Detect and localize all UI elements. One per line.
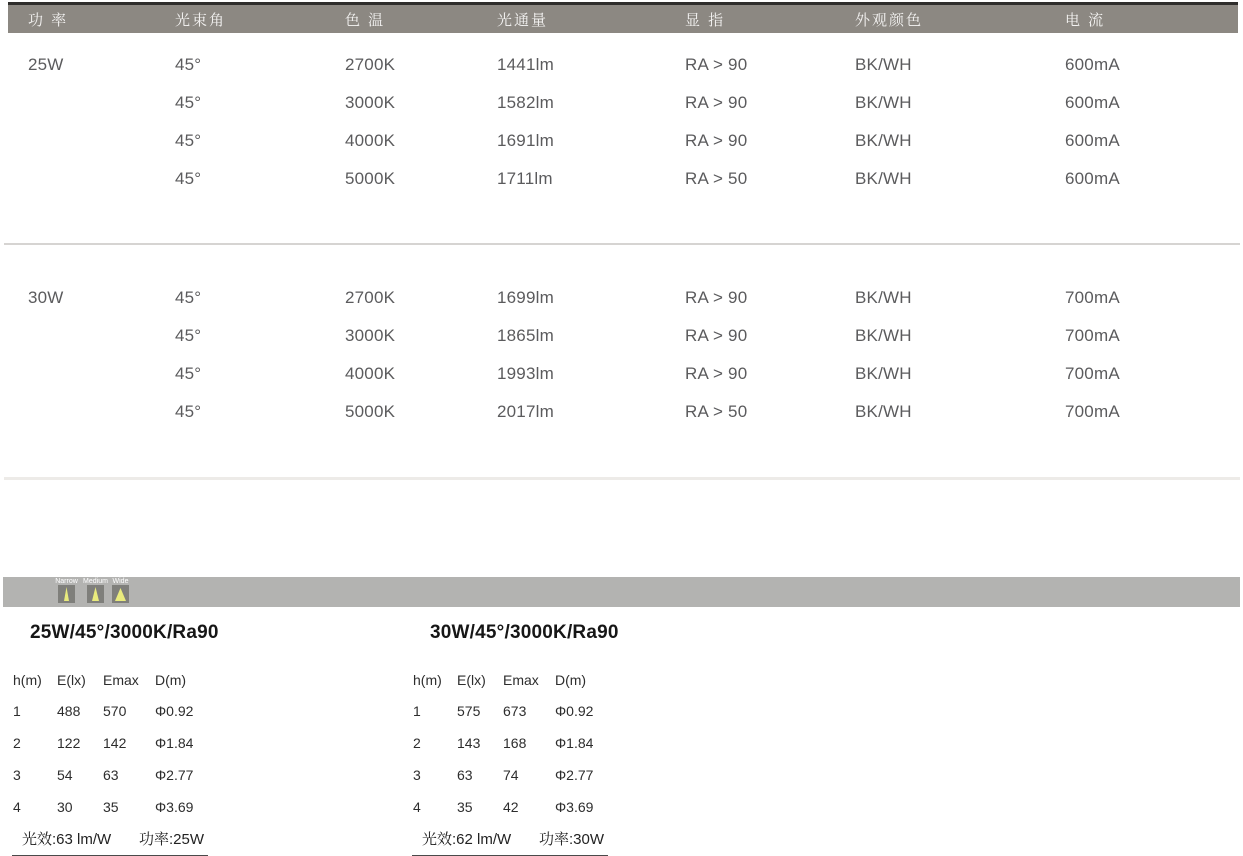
cell-finish: BK/WH [855,288,912,307]
pt-col-h: h(m) [13,672,42,688]
pt-col-e: E(lx) [457,672,486,688]
cell-finish: BK/WH [855,55,912,74]
table-row [8,93,1238,113]
beam-legend-narrow [55,577,78,607]
photometric-table-30w [400,622,800,856]
col-header-cct: 色 温 [345,11,386,29]
cell-cct: 4000K [345,364,396,383]
photometric-title: 25W/45°/3000K/Ra90 [30,622,219,643]
col-header-finish: 外观颜色 [855,11,924,29]
cell-cri: RA > 50 [685,169,748,188]
cell-flux: 1993lm [497,364,554,383]
photometric-title: 30W/45°/3000K/Ra90 [430,622,619,643]
cell-beam: 45° [175,288,202,307]
narrow-beam-icon [58,585,75,603]
cell-beam: 45° [175,326,202,345]
table-row: 4 30 35 Φ3.69 [13,799,194,815]
cell-cct: 2700K [345,55,396,74]
photometric-table-25w [0,622,400,856]
cell-flux: 1441lm [497,55,554,74]
beam-label-wide: Wide [112,578,129,585]
cell-current: 600mA [1065,93,1120,112]
table-row: 3 54 63 Φ2.77 [13,767,194,783]
pt-col-h: h(m) [413,672,442,688]
cell-finish: BK/WH [855,364,912,383]
cell-current: 700mA [1065,326,1120,345]
cell-finish: BK/WH [855,402,912,421]
beam-label-medium: Medium [83,578,108,585]
cell-finish: BK/WH [855,93,912,112]
cell-flux: 1582lm [497,93,554,112]
cell-flux: 1699lm [497,288,554,307]
cell-beam: 45° [175,93,202,112]
cell-current: 600mA [1065,55,1120,74]
pt-col-d: D(m) [155,672,187,688]
cell-current: 600mA [1065,169,1120,188]
col-header-cri: 显 指 [685,11,726,29]
cell-cct: 3000K [345,326,396,345]
power-value: 功率:25W [138,831,204,848]
table-row [8,288,1238,308]
cell-cct: 5000K [345,402,396,421]
efficacy-value: 光效:62 lm/W [422,831,512,848]
table-row [8,326,1238,346]
pt-col-e: E(lx) [57,672,86,688]
cell-cri: RA > 50 [685,402,748,421]
beam-legend-wide [112,577,129,607]
table-row [8,402,1238,422]
table-row [8,55,1238,75]
table-row: 3 63 74 Φ2.77 [413,767,594,783]
cell-beam: 45° [175,364,202,383]
col-header-power: 功 率 [28,11,69,29]
cell-cct: 3000K [345,93,396,112]
cell-cri: RA > 90 [685,288,748,307]
cell-current: 700mA [1065,364,1120,383]
section-divider [4,243,1240,245]
cell-cri: RA > 90 [685,131,748,150]
table-row: 2 122 142 Φ1.84 [13,735,194,751]
table-row: 2 143 168 Φ1.84 [413,735,594,751]
spec-table-header [8,2,1238,33]
table-row [8,169,1238,189]
pt-col-d: D(m) [555,672,587,688]
beam-legend-medium [83,577,108,607]
pt-col-emax: Emax [503,672,539,688]
cell-current: 700mA [1065,288,1120,307]
cell-cri: RA > 90 [685,93,748,112]
cell-current: 700mA [1065,402,1120,421]
col-header-flux: 光通量 [497,11,549,29]
table-row: 1 488 570 Φ0.92 [13,703,194,719]
cell-cri: RA > 90 [685,55,748,74]
cell-beam: 45° [175,402,202,421]
photometric-header-row [413,672,586,688]
photometric-footer [412,828,608,856]
efficacy-value: 光效:63 lm/W [22,831,112,848]
cell-power: 25W [28,55,64,74]
table-row: 4 35 42 Φ3.69 [413,799,594,815]
medium-beam-icon [87,585,104,603]
pt-col-emax: Emax [103,672,139,688]
power-value: 功率:30W [538,831,604,848]
col-header-current: 电 流 [1065,11,1106,29]
section-divider [4,477,1240,480]
wide-beam-icon [112,585,129,603]
cell-flux: 2017lm [497,402,554,421]
cell-beam: 45° [175,55,202,74]
cell-finish: BK/WH [855,326,912,345]
cell-finish: BK/WH [855,131,912,150]
cell-beam: 45° [175,131,202,150]
table-row [8,131,1238,151]
beam-legend-band [3,577,1240,607]
cell-flux: 1711lm [497,169,553,188]
table-row [8,364,1238,384]
cell-flux: 1865lm [497,326,554,345]
cell-power: 30W [28,288,64,307]
cell-cct: 5000K [345,169,396,188]
cell-finish: BK/WH [855,169,912,188]
cell-beam: 45° [175,169,202,188]
table-row: 1 575 673 Φ0.92 [413,703,594,719]
cell-current: 600mA [1065,131,1120,150]
beam-label-narrow: Narrow [55,578,78,585]
photometric-footer [12,828,208,856]
cell-flux: 1691lm [497,131,554,150]
col-header-beam: 光束角 [175,11,227,29]
cell-cri: RA > 90 [685,326,748,345]
cell-cct: 2700K [345,288,396,307]
cell-cri: RA > 90 [685,364,748,383]
cell-cct: 4000K [345,131,396,150]
photometric-header-row [13,672,186,688]
